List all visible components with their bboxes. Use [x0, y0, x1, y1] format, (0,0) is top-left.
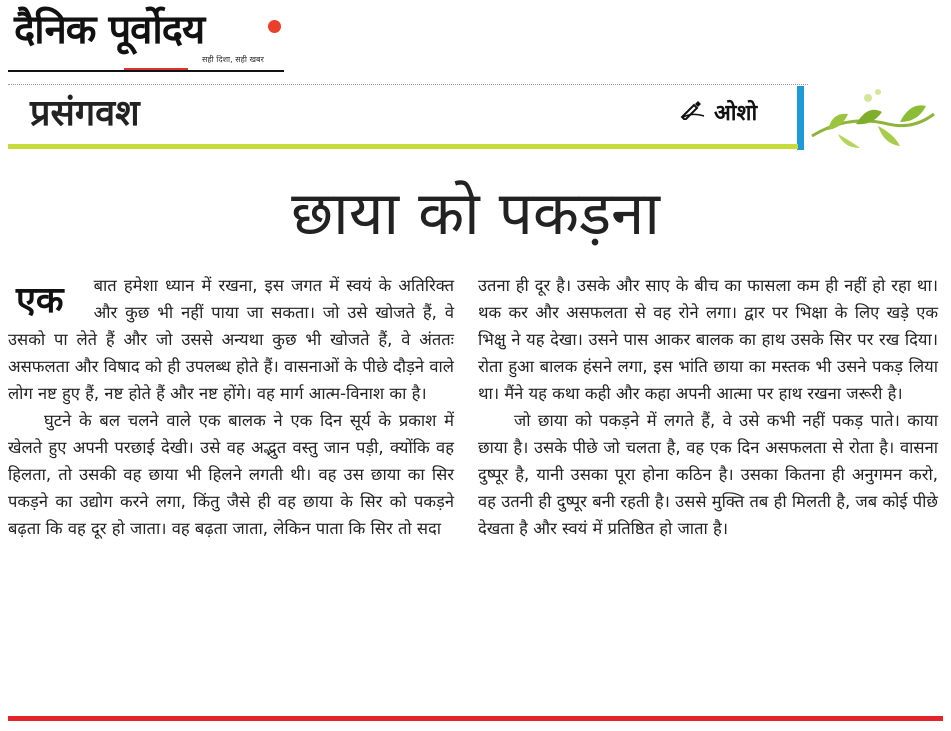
author-byline — [680, 98, 757, 128]
section-title: प्रसंगवश — [30, 92, 140, 134]
article-paragraph-2: घुटने के बल चलने वाले एक बालक ने एक दिन सूर्य के प्रकाश में खेलते हुए अपनी परछाई देखी। उसे वह अद्भुत वस्तु जान पड़ी, क्योंकि वह हिलता, तो उसकी वह छाया भी हिलने लगती थी। वह उस छाया का सिर पकड़ने का उद्योग करने लगा, किंतु जैसे ही वह छाया के सिर को पकड़ने बढ़ता कि वह दूर हो जाता। वह बढ़ता जाता, लेकिन पाता कि सिर तो सदा — [8, 411, 454, 538]
section-green-rule — [8, 144, 798, 149]
article-paragraph-4: जो छाया को पकड़ने में लगते हैं, वे उसे कभी नहीं पकड़ पाते। काया छाया है। उसके पीछे जो चलता है, वह एक दिन असफलता से रोता है। वासना दुष्पूर है, यानी उसका पूरा होना कठिन है। उसका कितना ही अनुगमन करो, वह उतनी ही दुष्पूर बनी रहती है। उससे मुक्ति तब ही मिलती है, जब कोई पीछे देखता है और स्वयं में प्रतिष्ठित हो जाता है। — [478, 411, 938, 538]
pen-writing-icon — [680, 100, 706, 126]
masthead-rule — [8, 70, 284, 72]
masthead — [14, 4, 284, 70]
article-column-right — [478, 272, 938, 542]
article-paragraph-1 — [8, 272, 454, 407]
newspaper-tagline: सही दिशा, सही खबर — [202, 55, 264, 64]
plant-leaves-icon — [808, 84, 938, 150]
article-column-left — [8, 272, 454, 542]
section-dotted-divider — [8, 84, 808, 85]
section-blue-bar — [797, 86, 804, 150]
bottom-red-rule — [8, 716, 943, 721]
article-headline: छाया को पकड़ना — [291, 179, 660, 249]
author-name: ओशो — [714, 100, 758, 126]
paragraph-1-text: बात हमेशा ध्यान में रखना, इस जगत में स्वयं के अतिरिक्त और कुछ भी नहीं पाया जा सकता। जो उसे खोजते हैं, वे उसको पा लेते हैं और जो उससे अन्यथा कुछ भी खोजते हैं, वे अंततः असफलता और विषाद को ही उपलब्ध होते हैं। वासनाओं के पीछे दौड़ने वाले लोग नष्ट हुए हैं, नष्ट होते हैं और नष्ट होंगे। वह मार्ग आत्म-विनाश का है। — [8, 276, 454, 403]
article-paragraph-3: उतना ही दूर है। उसके और साए के बीच का फासला कम ही नहीं हो रहा था। थक कर और असफलता से वह रोने लगा। द्वार पर भिक्षा के लिए खड़े एक भिक्षु ने यह देखा। उसने पास आकर बालक का हाथ उसके सिर पर रख दिया। रोता हुआ बालक हंसने लगा, इस भांति छाया का मस्तक भी उसने पकड़ लिया था। मैंने यह कथा कही और कहा अपनी आत्मा पर हाथ रखना जरूरी है। — [478, 276, 938, 403]
article-dropcap: एक — [16, 279, 64, 321]
newspaper-logo-title: दैनिक पूर्वोदय — [14, 6, 205, 53]
logo-dot-icon — [268, 20, 281, 33]
